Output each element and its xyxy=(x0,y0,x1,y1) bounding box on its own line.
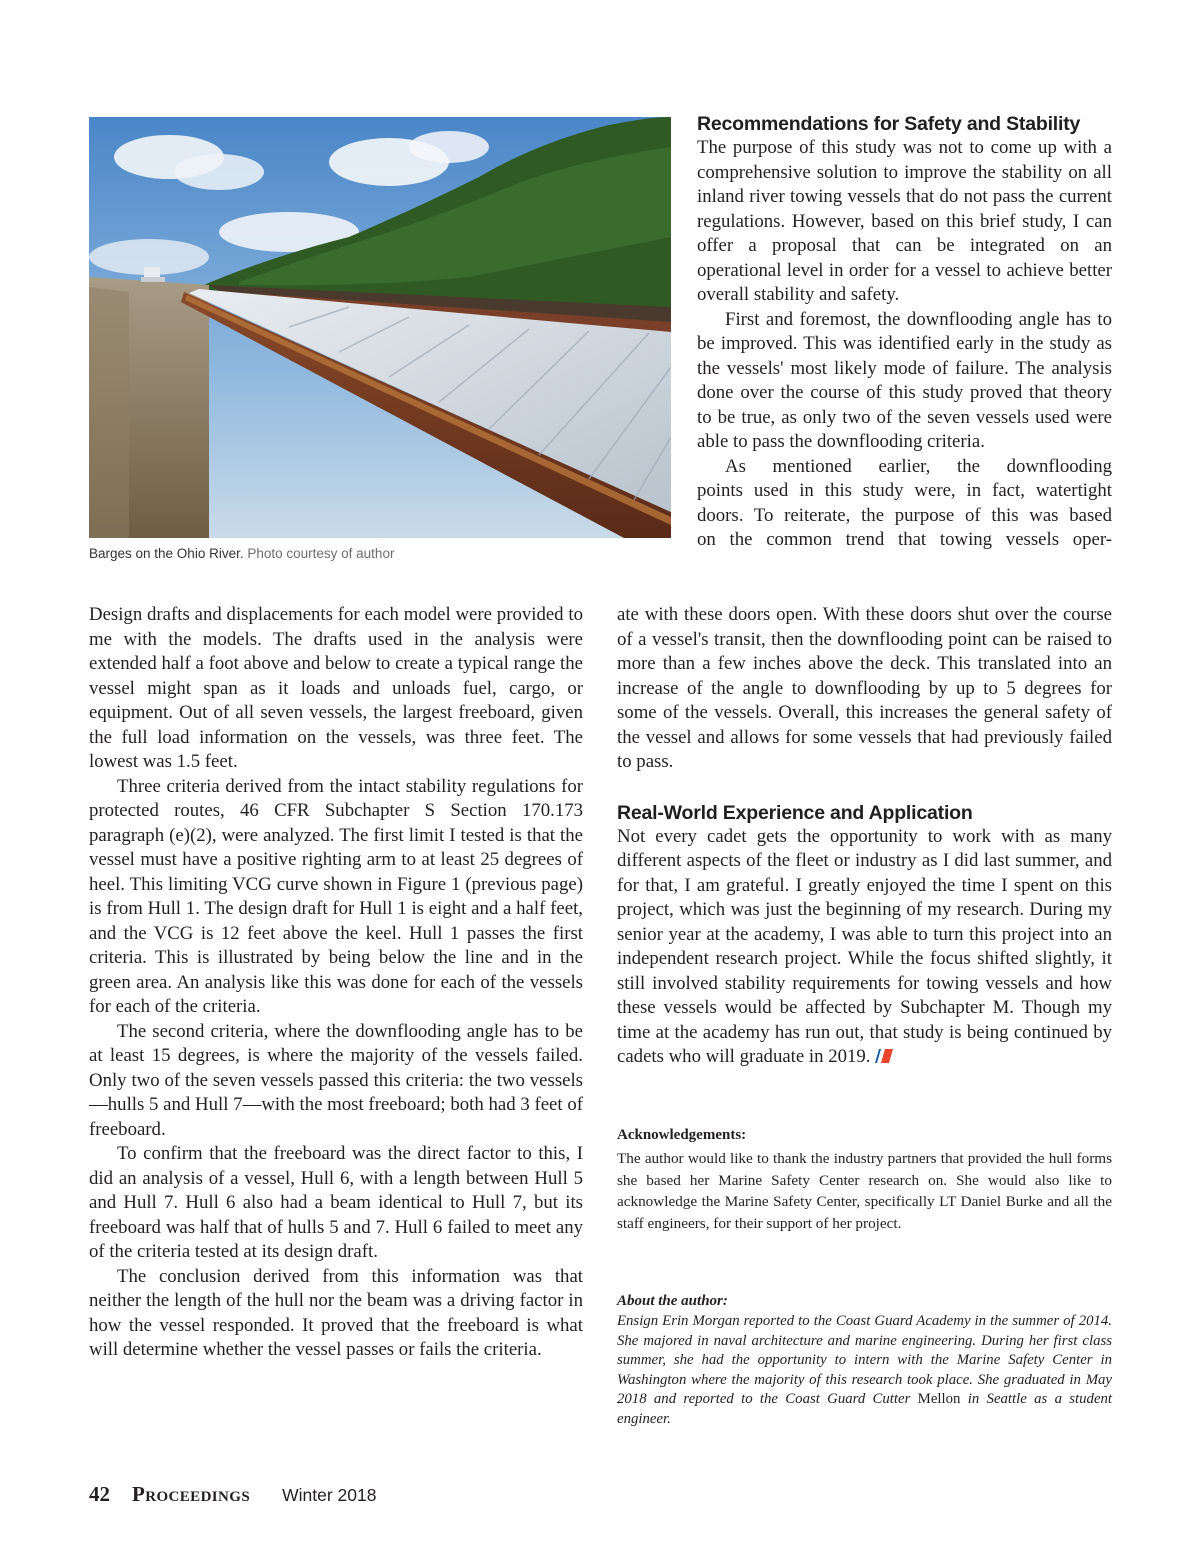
recommendations-para-3-rest: ate with these doors open. With these doors shut over the course of a vessel's transit, then the downflooding point can be raised to more than a few inches above the deck. This translated into an increase of the angle to downflooding by up to 5 degrees for some of the vessels. Overall, this increases the general safety of the vessel and allows for some vessels that had previously failed to pass. xyxy=(617,604,1112,772)
about-author-section xyxy=(617,1293,1112,1430)
para-3-line-1: As mentioned earlier, the downflooding xyxy=(725,455,1112,477)
real-world-heading: Real-World Experience and Application xyxy=(617,801,973,824)
page-number: 42 xyxy=(89,1482,110,1506)
recommendations-para-1: The purpose of this study was not to come up with a comprehensive solution to improve the stability on all inland river towing vessels that do not pass the current regulations. However, based on this brief study, I can offer a proposal that can be integrated on an operational level in order for a vessel to achieve better overall stability and safety. xyxy=(697,137,1112,305)
about-author-text xyxy=(617,1312,1112,1430)
about-author-text-b: in Seattle as a student engineer. xyxy=(617,1391,1113,1427)
acknowledgements-heading: Acknowledgements: xyxy=(617,1127,747,1143)
recommendations-section xyxy=(697,112,1112,553)
left-para-3: The second criteria, where the downflooding angle has to be at least 15 degrees, is where the majority of the vessels failed. Only two of the seven vessels passed this criteria: the two vessels—hulls 5 and Hull 7—with the most freeboard; both had 3 feet of freeboard. xyxy=(89,1020,583,1140)
recommendations-heading: Recommendations for Safety and Stability xyxy=(697,113,1081,135)
caption-credit: Photo courtesy of author xyxy=(247,546,395,561)
recommendations-para-3-start xyxy=(697,455,1112,553)
barges-photo xyxy=(89,117,671,538)
left-para-5: The conclusion derived from this information was that neither the length of the hull nor the beam was a driving factor in how the vessel responded. It proved that the freeboard is what will determine whether the vessel passes or fails the criteria. xyxy=(89,1265,583,1360)
left-para-4: To confirm that the freeboard was the direct factor to this, I did an analysis of a vessel, Hull 6, with a length between Hull 5 and Hull 7. Hull 6 also had a beam identical to Hull 7, but its freeboard was half that of hulls 5 and 7. Hull 6 failed to meet any of the criteria tested at its design draft. xyxy=(89,1143,583,1262)
issue-label: Winter 2018 xyxy=(282,1485,377,1505)
recommendations-para-2: First and foremost, the downflooding angle has to be improved. This was identified early in the study as the vessels' most likely mode of failure. The analysis done over the course of this study proved that theory to be true, as only two of the seven vessels used were able to pass the downflooding criteria. xyxy=(697,308,1112,452)
right-column-bottom xyxy=(617,603,1112,1070)
real-world-para xyxy=(617,825,1112,1070)
publication-name: Proceedings xyxy=(132,1482,251,1506)
para-3-line-3: doors. To reiterate, the purpose of this was based xyxy=(697,504,1112,526)
para-3-line-4: on the common trend that towing vessels oper- xyxy=(697,529,1112,550)
end-of-article-icon xyxy=(873,1049,893,1063)
vessel-name: Mellon xyxy=(917,1391,961,1408)
page-footer xyxy=(89,1482,589,1512)
left-para-2: Three criteria derived from the intact stability regulations for protected routes, 46 CFR Subchapter S Section 170.173 paragraph (e)(2), were analyzed. The first limit I tested is that the vessel must have a positive righting arm to at least 25 degrees of heel. This limiting VCG curve shown in Figure 1 (previous page) is from Hull 1. The design draft for Hull 1 is eight and a half feet, and the VCG is 12 feet above the keel. Hull 1 passes the first criteria. This is illustrated by being below the line and in the green area. An analysis like this was done for each of the vessels for each of the criteria. xyxy=(89,775,583,1017)
left-para-1: Design drafts and displacements for each model were provided to me with the models. The drafts used in the analysis were extended half a foot above and below to create a typical range the vessel might span as it loads and unloads fuel, cargo, or equipment. Out of all seven vessels, the largest freeboard, given the full load information on the vessels, was three feet. The lowest was 1.5 feet. xyxy=(89,604,583,772)
end-mark-red-bar xyxy=(881,1049,893,1063)
acknowledgements-section xyxy=(617,1127,1112,1234)
real-world-text: Not every cadet gets the opportunity to work with as many different aspects of the fleet or industry as I did last summer, and for that, I am grateful. I greatly enjoyed the time I spent on this project, which was just the beginning of my research. During my senior year at the academy, I was able to turn this project into an independent research project. While the focus shifted slightly, it still involved stability requirements for towing vessels and how these vessels would be affected by Subchapter M. Though my time at the academy has run out, that study is being continued by cadets who will graduate in 2019. xyxy=(617,825,1112,1067)
caption-title: Barges on the Ohio River. xyxy=(89,546,244,561)
left-column xyxy=(89,603,583,1363)
para-3-line-2: points used in this study were, in fact, watertight xyxy=(697,480,1112,501)
barges-photo-image xyxy=(89,117,671,538)
acknowledgements-text: The author would like to thank the industry partners that provided the hull forms she based her Marine Safety Center research on. She would also like to acknowledge the Marine Safety Center, specifically LT Daniel Burke and all the staff engineers, for their support of her project. xyxy=(617,1150,1112,1232)
end-mark-blue-bar xyxy=(875,1049,881,1063)
about-author-heading: About the author: xyxy=(617,1293,728,1309)
photo-caption xyxy=(89,546,649,561)
about-author-text-a: Ensign Erin Morgan reported to the Coast Guard Academy in the summer of 2014. She majored in naval architecture and marine engineering. During her first class summer, she had the opportunity to intern with the Marine Safety Center in Washington where the majority of this research took place. She graduated in May 2018 and reported to the Coast Guard Cutter xyxy=(617,1313,1112,1408)
